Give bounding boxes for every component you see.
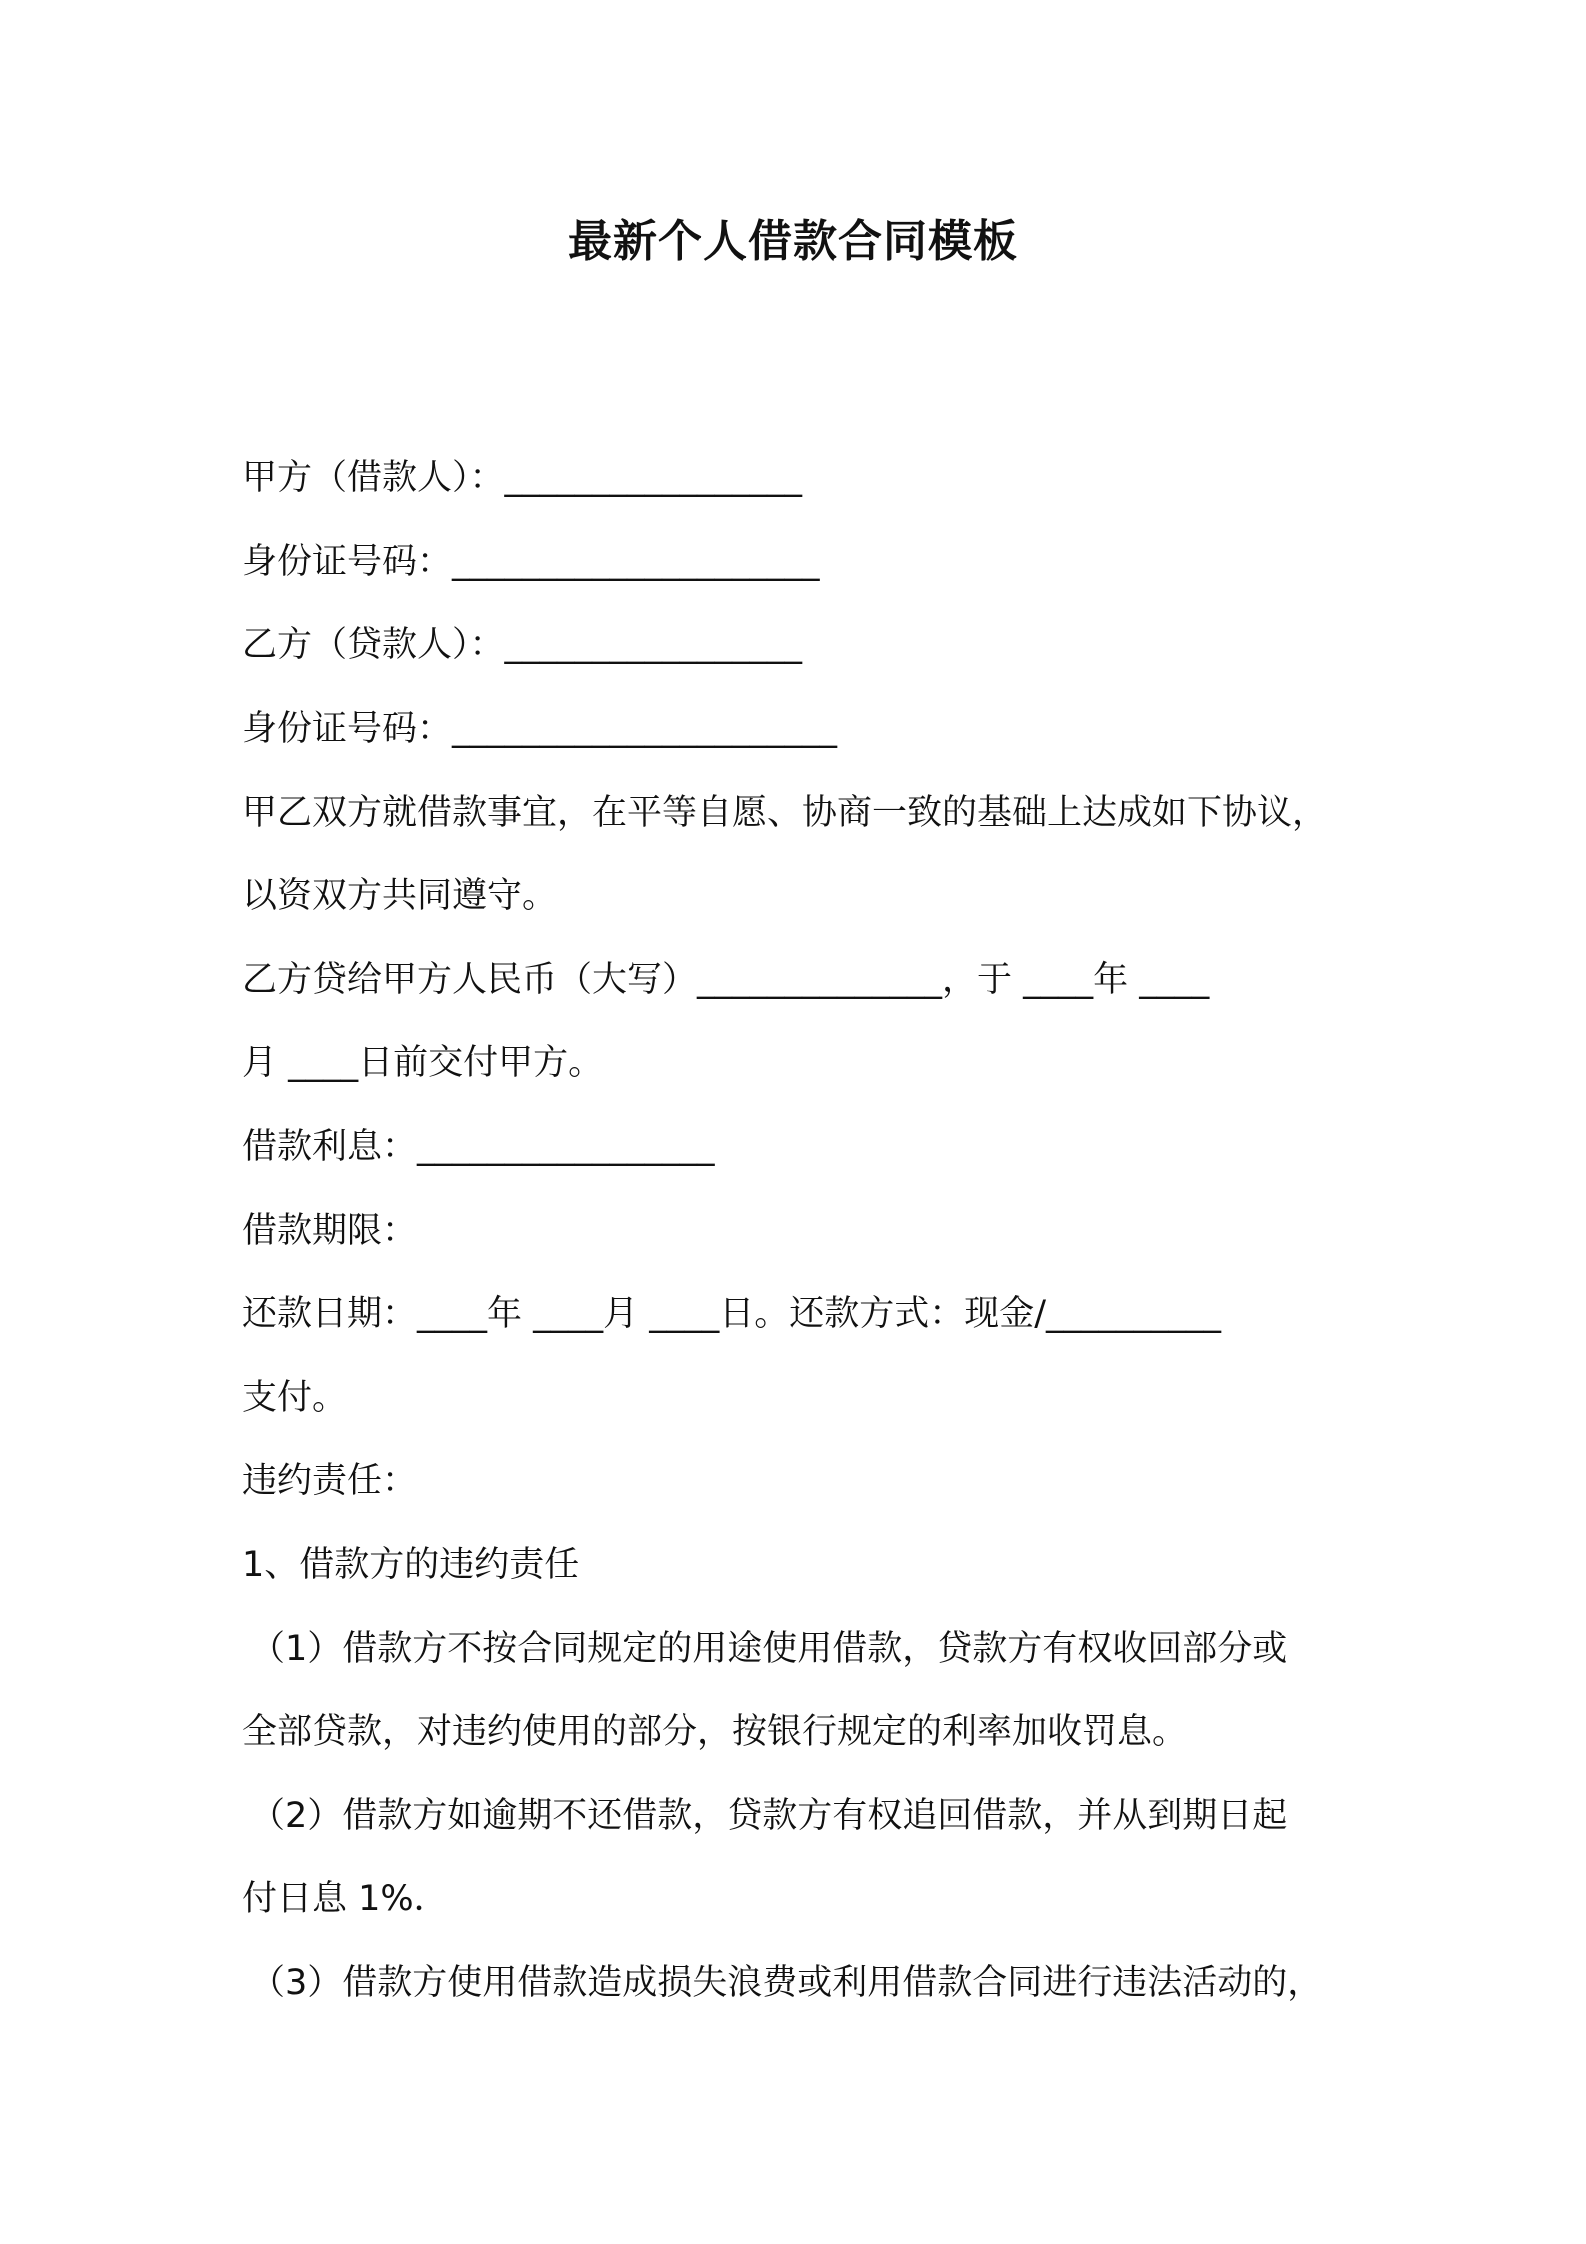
agreement-intro-line-2: 以资双方共同遵守。 xyxy=(242,876,558,916)
clause-1-line-1: （1）借款方不按合同规定的用途使用借款，贷款方有权收回部分或 xyxy=(250,1629,1288,1669)
clause-1-line-2: 全部贷款，对违约使用的部分，按银行规定的利率加收罚息。 xyxy=(242,1712,1188,1752)
repayment-date-line-1: 还款日期：____年 ____月 ____日。还款方式：现金/__________ xyxy=(242,1294,1222,1334)
borrower-id-line: 身份证号码：_____________________ xyxy=(242,542,820,582)
lender-id-line: 身份证号码：______________________ xyxy=(242,709,838,749)
borrower-name-line: 甲方（借款人）：_________________ xyxy=(242,458,803,498)
agreement-intro-line-1: 甲乙双方就借款事宜，在平等自愿、协商一致的基础上达成如下协议， xyxy=(242,793,1328,833)
loan-term-line: 借款期限： xyxy=(242,1211,418,1251)
borrower-liability-heading: 1、借款方的违约责任 xyxy=(242,1545,580,1585)
clause-3-line-1: （3）借款方使用借款造成损失浪费或利用借款合同进行违法活动的， xyxy=(250,1963,1323,2003)
document-title: 最新个人借款合同模板 xyxy=(568,216,1018,267)
loan-amount-line-2: 月 ____日前交付甲方。 xyxy=(242,1043,604,1083)
liability-heading: 违约责任： xyxy=(242,1461,418,1501)
clause-2-line-1: （2）借款方如逾期不还借款，贷款方有权追回借款，并从到期日起 xyxy=(250,1796,1288,1836)
repayment-date-line-2: 支付。 xyxy=(242,1378,348,1418)
lender-name-line: 乙方（贷款人）：_________________ xyxy=(242,625,803,665)
loan-interest-line: 借款利息：_________________ xyxy=(242,1127,715,1167)
clause-2-line-2: 付日息 1%． xyxy=(242,1879,449,1919)
loan-amount-line-1: 乙方贷给甲方人民币（大写）______________，于 ____年 ____ xyxy=(242,960,1210,1000)
